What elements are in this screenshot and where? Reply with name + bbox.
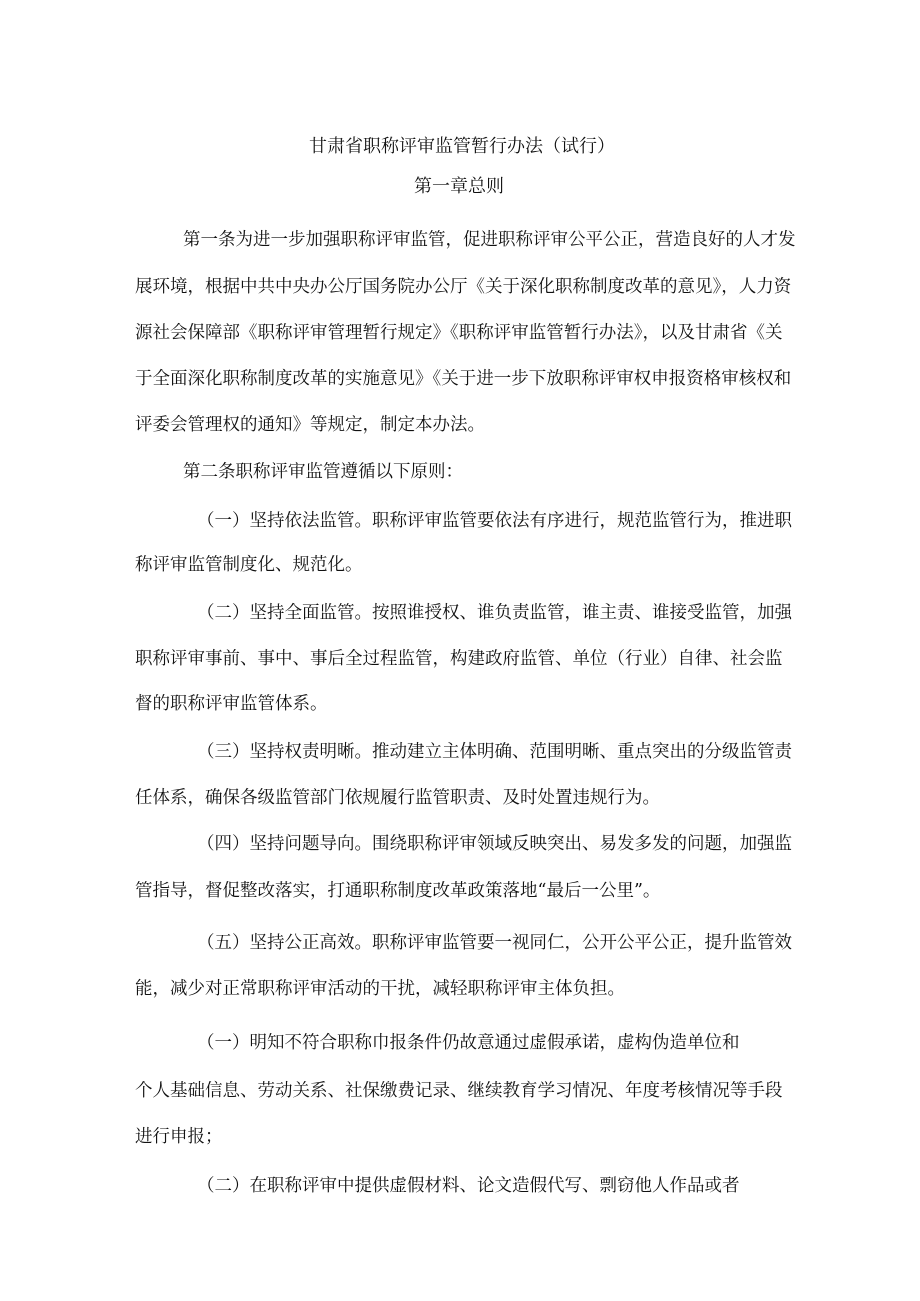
violation-1-line: （一）明知不符合职称巾报条件仍故意通过虚假承诺，虚构伪造单位和 — [197, 1033, 740, 1053]
principle-5-line: 能，减少对正常职称评审活动的干扰，减轻职称评审主体负担。 — [135, 979, 625, 999]
principle-3-line: 任体系，确保各级监管部门依规履行监管职责、及时处置违规行为。 — [135, 788, 660, 808]
principle-2-line: 职称评审事前、事中、事后全过程监管，构建政府监管、单位（行业）自律、社会监 — [135, 649, 783, 669]
article-1-line: 于全面深化职称制度改革的实施意见》《关于进一步下放职称评审权申报资格审核权和 — [135, 369, 792, 389]
principle-2-line: （二）坚持全面监管。按照谁授权、谁负责监管，谁主责、谁接受监管，加强 — [197, 603, 792, 623]
violation-2-line: （二）在职称评审中提供虚假材料、论文造假代写、剽窃他人作品或者 — [197, 1176, 740, 1196]
article-1-line: 展环境，根据中共中央办公厅国务院办公厅《关于深化职称制度改革的意见》，人力资 — [135, 277, 792, 297]
principle-3-line: （三）坚持权责明晰。推动建立主体明确、范围明晰、重点突出的分级监管责 — [197, 742, 792, 762]
violation-1-line: 个人基础信息、劳动关系、社保缴费记录、继续教育学习情况、年度考核情况等手段 — [135, 1081, 783, 1101]
article-2-line: 第二条职称评审监管遵循以下原则： — [183, 462, 463, 482]
principle-1-line: 称评审监管制度化、规范化。 — [135, 555, 363, 575]
article-1-line: 评委会管理权的通知》等规定，制定本办法。 — [135, 415, 485, 435]
article-1-line: 第一条为进一步加强职称评审监管，促进职称评审公平公正，营造良好的人才发 — [183, 230, 796, 250]
principle-5-line: （五）坚持公正高效。职称评审监管要一视同仁，公开公平公正，提升监管效 — [197, 933, 792, 953]
principle-4-line: 管指导，督促整改落实，打通职称制度改革政策落地“最后一公里”。 — [135, 881, 661, 901]
document-title: 甘肃省职称评审监管暂行办法（试行） — [309, 136, 615, 157]
chapter-heading: 第一章总则 — [414, 176, 504, 197]
principle-4-line: （四）坚持问题导向。围绕职称评审领域反映突出、易发多发的问题，加强监 — [197, 834, 792, 854]
article-1-line: 源社会保障部《职称评审管理暂行规定》《职称评审监管暂行办法》，以及甘肃省《关 — [135, 323, 783, 343]
violation-1-line: 进行申报； — [135, 1127, 223, 1147]
principle-1-line: （一）坚持依法监管。职称评审监管要依法有序进行，规范监管行为，推进职 — [197, 511, 792, 531]
principle-2-line: 督的职称评审监管体系。 — [135, 694, 328, 714]
